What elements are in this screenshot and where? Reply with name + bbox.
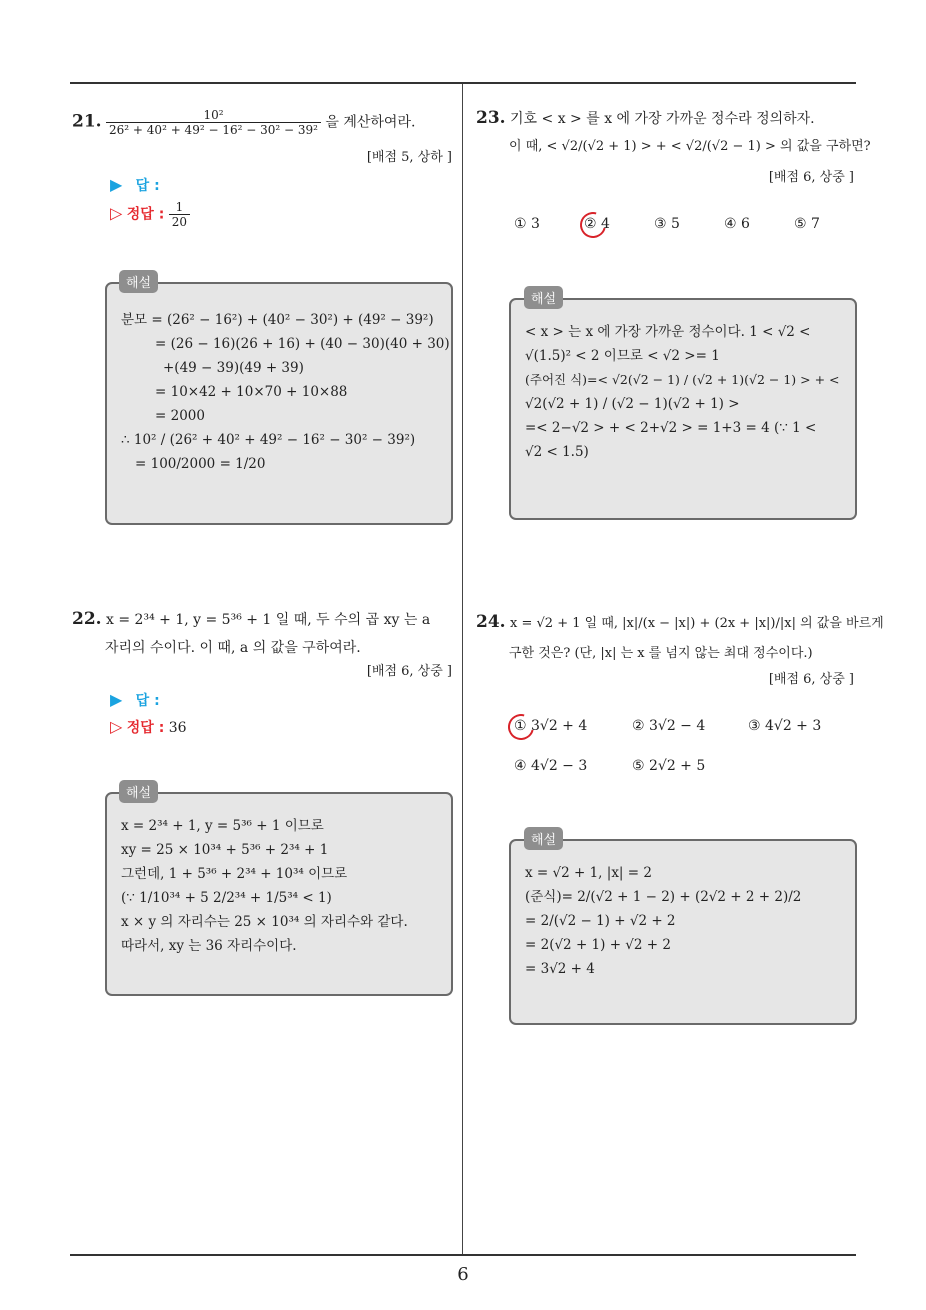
choice-5[interactable]: ⑤ 7 xyxy=(794,216,820,232)
triangle-outline-icon: ▷ xyxy=(110,203,123,223)
explanation-tag: 해설 xyxy=(524,286,563,309)
solution-line: 따라서, xy 는 36 자리수이다. xyxy=(121,938,297,954)
choice-3[interactable]: ③ 5 xyxy=(654,216,680,232)
correct-answer-row xyxy=(110,200,190,229)
solution-line: = 2000 xyxy=(155,408,205,424)
explanation-tag: 해설 xyxy=(119,780,158,803)
solution-line: = 3√2 + 4 xyxy=(525,961,595,977)
solution-line: x × y 의 자리수는 25 × 10³⁴ 의 자리수와 같다. xyxy=(121,914,408,930)
choice-4[interactable]: ④ 6 xyxy=(724,216,750,232)
solution-line: (∵ 1/10³⁴ + 5 2/2³⁴ + 1/5³⁴ < 1) xyxy=(121,890,332,906)
solution-line: (준식)= 2/(√2 + 1 − 2) + (2√2 + 2 + 2)/2 xyxy=(525,889,802,905)
explanation-tag: 해설 xyxy=(524,827,563,850)
solution-line: (주어진 식)=< √2(√2 − 1) / (√2 + 1)(√2 − 1) > + < xyxy=(525,372,840,387)
explanation-tag: 해설 xyxy=(119,270,158,293)
problem-21-meta: [배점 5, 상하 ] xyxy=(366,150,452,165)
choice-1[interactable]: ① 3√2 + 4 xyxy=(514,718,588,734)
solution-box-21 xyxy=(105,282,453,525)
choices-23 xyxy=(514,216,854,240)
solution-box-22 xyxy=(105,792,453,996)
solution-line: x = 2³⁴ + 1, y = 5³⁶ + 1 이므로 xyxy=(121,818,324,834)
triangle-icon: ▶ xyxy=(110,175,123,194)
solution-line: x = √2 + 1, |x| = 2 xyxy=(525,865,652,881)
top-rule xyxy=(70,82,856,84)
page-number: 6 xyxy=(457,1264,469,1285)
solution-line: √2(√2 + 1) / (√2 − 1)(√2 + 1) > xyxy=(525,396,740,412)
problem-text: 이 때, < √2/(√2 + 1) > + < √2/(√2 − 1) > 의 값을 구하면? xyxy=(509,139,871,154)
problem-22-meta: [배점 6, 상중 ] xyxy=(366,664,452,679)
problem-text: x = 2³⁴ + 1, y = 5³⁶ + 1 일 때, 두 수의 곱 xy 는 a xyxy=(106,612,431,628)
column-divider xyxy=(462,84,463,1254)
answer-input-row[interactable] xyxy=(110,175,160,195)
choice-4[interactable]: ④ 4√2 − 3 xyxy=(514,758,588,774)
choice-1[interactable]: ① 3 xyxy=(514,216,540,232)
problem-number: 23. xyxy=(476,108,506,128)
correct-label: 정답 : xyxy=(126,206,165,223)
problem-number: 21. xyxy=(72,111,102,132)
solution-line: =< 2−√2 > + < 2+√2 > = 1+3 = 4 (∵ 1 < xyxy=(525,420,817,436)
problem-23-meta: [배점 6, 상중 ] xyxy=(768,170,854,185)
solution-line: xy = 25 × 10³⁴ + 5³⁶ + 2³⁴ + 1 xyxy=(121,842,329,858)
solution-box-23 xyxy=(509,298,857,520)
correct-answer-fraction: $\frac{1}{20}$ xyxy=(169,200,190,229)
triangle-icon: ▶ xyxy=(110,690,123,709)
problem-text: 구한 것은? (단, |x| 는 x 를 넘지 않는 최대 정수이다.) xyxy=(509,646,813,661)
problem-text: 을 계산하여라. xyxy=(325,114,416,131)
problem-text: 자리의 수이다. 이 때, a 의 값을 구하여라. xyxy=(105,640,361,656)
solution-line: 그런데, 1 + 5³⁶ + 2³⁴ + 10³⁴ 이므로 xyxy=(121,866,348,882)
solution-line: +(49 − 39)(49 + 39) xyxy=(163,360,304,376)
solution-line: < x > 는 x 에 가장 가까운 정수이다. 1 < √2 < xyxy=(525,324,811,340)
solution-line: √2 < 1.5) xyxy=(525,444,589,460)
problem-24 xyxy=(476,610,884,666)
problem-text: x = √2 + 1 일 때, |x|/(x − |x|) + (2x + |x|)/|x| 의 값을 바르게 xyxy=(510,616,884,631)
problem-21 xyxy=(72,108,454,137)
correct-answer-row xyxy=(110,717,187,737)
solution-box-24 xyxy=(509,839,857,1025)
solution-line: √(1.5)² < 2 이므로 < √2 >= 1 xyxy=(525,348,720,364)
answer-label: 답 : xyxy=(135,178,160,194)
solution-line: = 2(√2 + 1) + √2 + 2 xyxy=(525,937,671,953)
correct-answer-value: 36 xyxy=(168,720,187,736)
solution-line: = (26 − 16)(26 + 16) + (40 − 30)(40 + 30) xyxy=(155,336,450,352)
problem-24-meta: [배점 6, 상중 ] xyxy=(768,672,854,687)
choice-2[interactable]: ② 3√2 − 4 xyxy=(632,718,706,734)
solution-line: = 2/(√2 − 1) + √2 + 2 xyxy=(525,913,676,929)
answer-label: 답 : xyxy=(135,693,160,709)
solution-line: 분모 = (26² − 16²) + (40² − 30²) + (49² − 39²) xyxy=(121,312,434,328)
problem-23 xyxy=(476,106,871,159)
choice-5[interactable]: ⑤ 2√2 + 5 xyxy=(632,758,706,774)
problem-text: 기호 < x > 를 x 에 가장 가까운 정수라 정의하자. xyxy=(510,111,815,127)
choice-3[interactable]: ③ 4√2 + 3 xyxy=(748,718,822,734)
answer-input-row[interactable] xyxy=(110,690,160,710)
choices-24 xyxy=(514,718,854,782)
solution-line: ∴ 10² / (26² + 40² + 49² − 16² − 30² − 39²) xyxy=(121,432,416,448)
choice-2[interactable]: ② 4 xyxy=(584,216,610,232)
solution-line: = 100/2000 = 1/20 xyxy=(135,456,266,472)
problem-22 xyxy=(72,607,458,660)
problem-fraction: $\frac{\text{10²}}{\text{26² + 40² + 49² − 16² − 30² − 39²}}$ xyxy=(106,108,321,137)
problem-number: 24. xyxy=(476,612,506,632)
solution-line: = 10×42 + 10×70 + 10×88 xyxy=(155,384,348,400)
problem-number: 22. xyxy=(72,609,102,629)
triangle-outline-icon: ▷ xyxy=(110,717,123,736)
correct-label: 정답 : xyxy=(126,720,165,736)
bottom-rule xyxy=(70,1254,856,1256)
